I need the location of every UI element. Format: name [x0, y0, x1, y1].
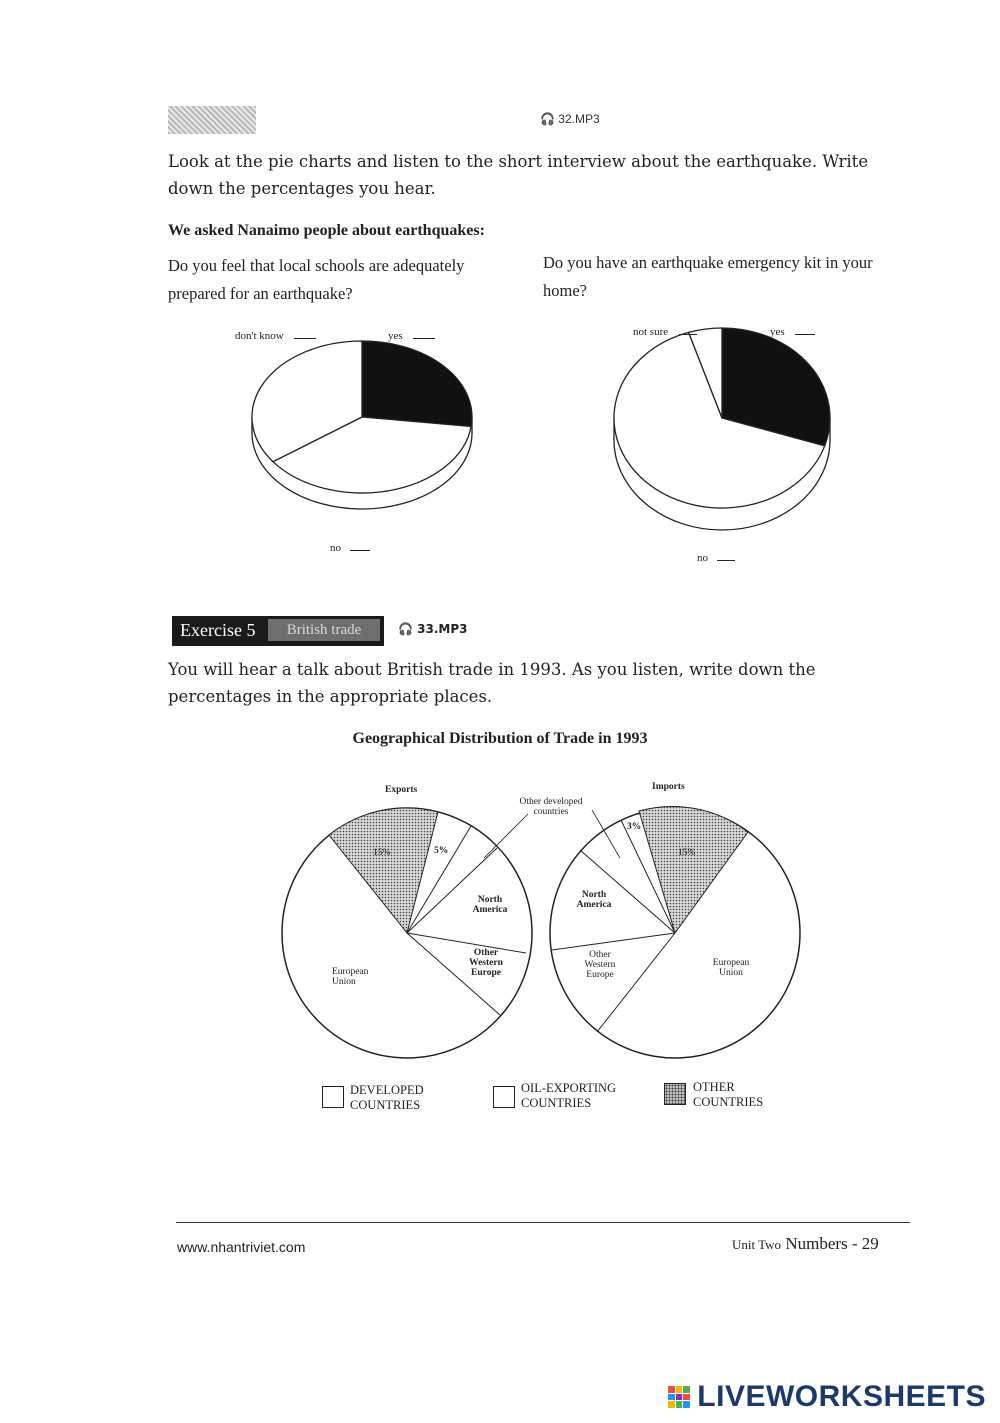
label-no-2: no — [697, 552, 735, 564]
legend-swatch-developed — [322, 1086, 344, 1108]
footer-rule — [176, 1222, 910, 1223]
legend-swatch-other — [664, 1083, 686, 1105]
survey-question-2: Do you have an earthquake emergency kit in your home? — [543, 253, 873, 300]
legend-oil-exporting: OIL-EXPORTING COUNTRIES — [521, 1081, 617, 1110]
exercise5-title: British trade — [268, 619, 380, 641]
label-no-1: no — [330, 542, 370, 554]
trade-chart-title: Geographical Distribution of Trade in 1993 — [352, 730, 648, 747]
imports-title: Imports — [652, 782, 685, 792]
pie-slice-yes — [362, 341, 472, 427]
survey-heading: We asked Nanaimo people about earthquakes: — [168, 222, 485, 239]
imports-north-america: North America — [576, 890, 612, 910]
label-dont-know: don't know — [235, 330, 316, 342]
exports-15-label: 15% — [373, 848, 391, 858]
pie-chart-schools — [240, 320, 500, 560]
liveworksheets-logo-icon — [668, 1386, 690, 1408]
legend-developed: DEVELOPED COUNTRIES — [350, 1083, 424, 1112]
exercise-badge-blurred — [168, 106, 256, 134]
pointer-line — [484, 814, 528, 858]
liveworksheets-watermark: LIVEWORKSHEETS — [697, 1380, 986, 1413]
headphones-icon: 🎧 — [398, 622, 413, 636]
imports-3-label: 3% — [627, 822, 642, 832]
legend-other: OTHER COUNTRIES — [693, 1080, 764, 1109]
imports-other-western-europe: Other Western Europe — [584, 950, 616, 980]
exports-title: Exports — [385, 785, 418, 795]
survey-question-1: Do you feel that local schools are adequately prepared for an earthquake? — [168, 256, 465, 303]
label-not-sure: not sure — [633, 326, 697, 338]
label-yes-2: yes — [770, 326, 815, 338]
imports-european-union: European Union — [712, 958, 750, 978]
exports-north-america: North America — [472, 895, 508, 915]
intro-text: Look at the pie charts and listen to the short interview about the earthquake. Write down the percentages you hear. — [168, 152, 869, 198]
exercise5-instructions: You will hear a talk about British trade in 1993. As you listen, write down the percentages in the appropriate places. — [168, 660, 816, 706]
footer-website: www.nhantriviet.com — [177, 1239, 306, 1255]
exports-other-western-europe: Other Western Europe — [469, 948, 503, 978]
audio-label: 🎧 32.MP3 — [540, 112, 600, 126]
imports-15-label: 15% — [678, 848, 696, 858]
pie-chart-kit — [600, 318, 850, 568]
exports-european-union: European Union — [332, 967, 369, 987]
exercise5-label: Exercise 5 — [180, 620, 256, 640]
label-yes-1: yes — [388, 330, 435, 342]
legend-swatch-oil — [493, 1086, 515, 1108]
footer-page-info: Unit Two Numbers - 29 — [732, 1234, 879, 1253]
exports-5-label: 5% — [434, 846, 449, 856]
audio-label-2: 🎧 33.MP3 — [398, 622, 468, 636]
headphones-icon: 🎧 — [540, 112, 555, 126]
other-developed-label: Other developed countries — [519, 797, 583, 817]
